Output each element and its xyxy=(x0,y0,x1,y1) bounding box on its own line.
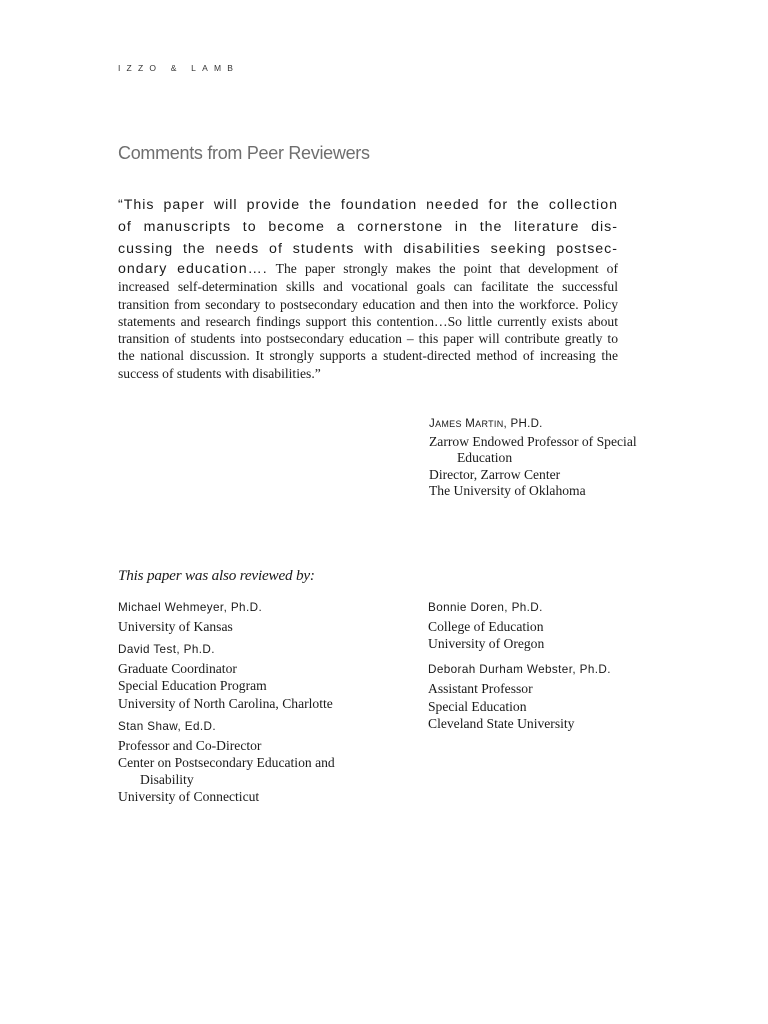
reviewer-entry xyxy=(118,643,418,712)
reviewer-affiliation: Cleveland State University xyxy=(428,715,575,731)
also-reviewed-heading: This paper was also reviewed by: xyxy=(118,567,315,584)
reviewer-affiliation: Special Education Program xyxy=(118,678,267,694)
reviewer-affiliation: Special Education xyxy=(428,698,527,714)
reviewer-entry xyxy=(118,601,418,635)
reviewer-affiliation: College of Education xyxy=(428,619,544,634)
attribution-title: Zarrow Endowed Professor of Special xyxy=(429,433,637,449)
reviewer-name: Bonnie Doren, Ph.D. xyxy=(428,601,543,614)
quote-line: cussing the needs of students with disabilities seeking postsec- xyxy=(118,241,618,257)
peer-review-quote xyxy=(118,194,618,382)
reviewer-affiliation: Graduate Coordinator xyxy=(118,661,237,677)
quote-attribution xyxy=(429,416,659,500)
reviewers-left-column xyxy=(118,601,418,814)
reviewer-name: Stan Shaw, Ed.D. xyxy=(118,719,217,733)
attribution-title: Education xyxy=(457,450,513,466)
reviewer-affiliation: University of North Carolina, Charlotte xyxy=(118,695,333,711)
quote-body xyxy=(118,260,618,382)
attribution-title: Director, Zarrow Center xyxy=(429,466,561,482)
reviewer-affiliation: University of Kansas xyxy=(118,619,233,634)
reviewer-entry xyxy=(428,663,728,732)
quote-line: “This paper will provide the foundation needed for the collection xyxy=(118,197,618,213)
reviewer-affiliation: Disability xyxy=(140,772,194,788)
attribution-name: JAMES MARTIN, PH.D. xyxy=(429,418,543,430)
running-head: IZZO & LAMB xyxy=(118,63,240,73)
reviewer-affiliation: Professor and Co-Director xyxy=(118,737,262,753)
reviewer-name: David Test, Ph.D. xyxy=(118,643,215,657)
reviewer-name: Michael Wehmeyer, Ph.D. xyxy=(118,601,263,614)
reviewer-affiliation: University of Oregon xyxy=(428,636,545,652)
reviewer-affiliation: Assistant Professor xyxy=(428,681,533,697)
reviewer-affiliation: University of Connecticut xyxy=(118,789,260,805)
quote-lead: ondary education…. xyxy=(118,261,268,277)
reviewer-affiliation: Center on Postsecondary Education and xyxy=(118,755,335,771)
reviewers-right-column xyxy=(428,601,728,743)
reviewer-entry xyxy=(428,601,728,652)
reviewer-name: Deborah Durham Webster, Ph.D. xyxy=(428,663,611,677)
section-title: Comments from Peer Reviewers xyxy=(118,143,370,163)
quote-line: of manuscripts to become a cornerstone in the literature dis- xyxy=(118,219,618,235)
attribution-affiliation: The University of Oklahoma xyxy=(429,483,586,499)
quote-body-text: The paper strongly makes the point that development of increased self-determination skills and vocational goals can facilitate the successful transition from secondary to postsecondary education and then into the workforce. Policy statements and research findings support this contention…So little currently exists about transition of students into postsecondary education – this paper will contribute greatly to the national discussion. It strongly supports a student-directed method of increasing the success of students with disabilities.” xyxy=(118,261,619,381)
reviewer-entry xyxy=(118,720,418,806)
